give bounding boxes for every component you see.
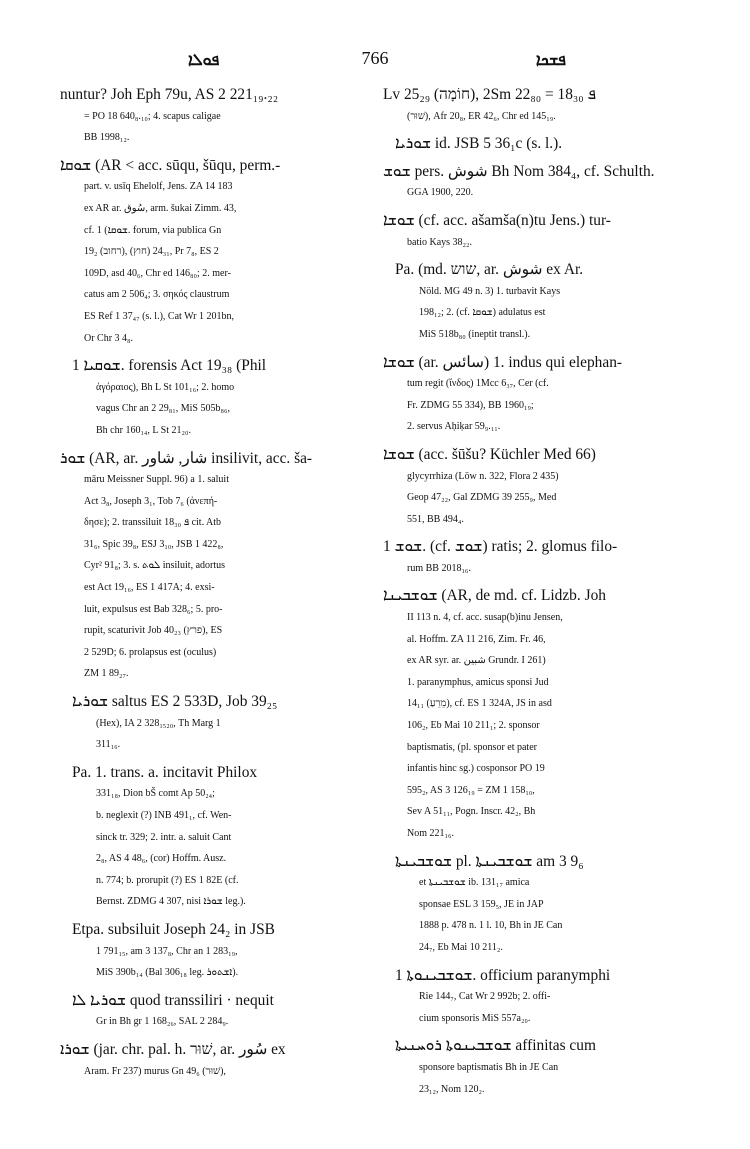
entry-line: rum BB 2018₁₆.	[407, 562, 471, 574]
dictionary-entry	[383, 352, 679, 438]
left-column	[60, 84, 360, 1082]
entry-line: infantis hinc sg.) cosponsor PO 19	[407, 763, 545, 775]
entry-line: Nom 221₁₆.	[407, 828, 454, 839]
entry-line: Cyr² 91₈; 3. s. ܠܘܬ insiluit, adortus	[84, 560, 226, 572]
entry-line: batio Kays 38₂₂.	[407, 236, 473, 248]
entry-line: ex AR ar. سُوق, arm. šukai Zimm. 43,	[84, 202, 237, 214]
entry-line: 19₂ (רחוב), 24₃₁ (חוץ), Pr 7₈, ES 2	[84, 246, 219, 258]
entry-line: Sev A 51₁₁, Pogn. Inscr. 42₂, Bh	[407, 806, 536, 818]
entry-line: n. 774; b. prorupit (?) ES 1 82E (cf.	[96, 874, 239, 886]
entry-line: 2₈, AS 4 48₆, (cor) Hoffm. Ausz.	[96, 853, 227, 865]
entry-line: II 113 n. 4, cf. acc. susap(b)inu Jensen,	[407, 612, 563, 624]
entry-line: ܫܘܩܝܐ 1. forensis Act 19₃₈ (Phil	[72, 357, 267, 375]
entry-line: ܫܘܫ pers. شوش Bh Nom 384₄, cf. Schulth.	[383, 162, 655, 180]
dictionary-entry	[383, 585, 679, 844]
entry-line: tum regit (ἴνδος) 1Mcc 6₃₇, Cer (cf.	[407, 378, 549, 390]
dictionary-entry	[383, 965, 679, 1030]
dictionary-entry	[60, 155, 360, 349]
entry-line: sponsore baptismatis Bh in JE Can	[419, 1061, 559, 1073]
entry-line: ܫܘܫܒܝܢܐ (AR, de md. cf. Lidzb. Joh	[383, 587, 606, 605]
entry-line: ܫܘܫܐ (ar. سائس) 1. indus qui elephan-	[383, 353, 623, 371]
entry-line: b. neglexit (?) INB 491₁, cf. Wen-	[96, 810, 232, 821]
running-head-left: ܦܘܠܐ	[188, 50, 220, 69]
entry-line: 24₇, Eb Mai 10 211₂.	[419, 941, 503, 953]
entry-line: luit, expulsus est Bab 328₆; 5. pro-	[84, 603, 223, 615]
dictionary-entry	[383, 161, 679, 204]
entry-line: ܫܘܪܝܐ saltus ES 2 533D, Job 39₂₅	[72, 693, 278, 711]
dictionary-entry	[60, 448, 360, 686]
entry-line: ܫܘܫ 1. (cf. ܫܘܫ) ratis; 2. glomus filo-	[383, 538, 618, 556]
entry-line: GGA 1900, 220.	[407, 187, 474, 199]
entry-line: al. Hoffm. ZA 11 216, Zim. Fr. 46,	[407, 633, 546, 645]
entry-line: Lv 25₂₉ (חוֹמָה), 2Sm 22₈₀ = ܦ 18₃₀	[383, 86, 596, 103]
entry-line: Rie 144₇, Cat Wr 2 992b; 2. offi-	[419, 991, 551, 1003]
entry-line: sponsae ESL 3 159₅, JE in JAP	[419, 898, 544, 910]
entry-line: nuntur? Joh Eph 79u, AS 2 221₁₉.₂₂	[60, 86, 279, 103]
entry-line: baptismatis, (pl. sponsor et pater	[407, 741, 537, 753]
entry-line: ܫܘܪ (AR, ar. شار, شاور insilivit, acc. ša-	[60, 449, 313, 467]
entry-line: Or Chr 3 4₈.	[84, 332, 134, 344]
entry-line: BB 1998₁₂.	[84, 132, 130, 144]
entry-line: = PO 18 640₈.₁₀; 4. scapus caligae	[84, 110, 221, 122]
dictionary-entry	[383, 133, 679, 155]
entry-line: 311₁₆.	[96, 739, 121, 751]
entry-line: Act 3₈, Joseph 3₁, Tob 7₆ (ἀνεπή-	[84, 495, 218, 507]
dictionary-entry	[60, 691, 360, 756]
page-header	[60, 48, 690, 72]
running-head-right: ܦܫܟܐ	[535, 50, 566, 69]
dictionary-entry	[383, 259, 679, 345]
entry-line: cium sponsoris MiS 557a₂₀.	[419, 1012, 531, 1024]
entry-line: part. v. usīq Ehelolf, Jens. ZA 14 183	[84, 181, 233, 193]
entry-line: 331₁₈, Dion bŠ comt Ap 50₂₄;	[96, 788, 215, 800]
entry-line: ܫܘܫܐ (acc. šūšu? Küchler Med 66)	[383, 445, 596, 463]
entry-line: MiS 390b₁₄ (Bal 306₁₈ leg. ܐܫܬܘܪ).	[96, 967, 239, 979]
entry-line: δησε); 2. transsiluit ܦ 18₃₀ cit. Atb	[84, 517, 222, 529]
entry-line: ܫܘܪܝܐ ܠܐ quod transsiliri · nequit	[72, 991, 274, 1009]
entry-line: Bh chr 160₁₄, L St 21₂₀.	[96, 424, 191, 436]
entry-line: ܫܘܫܒܝܢܬܐ pl. ܫܘܫܒܝܢܬܐ am 3 9₆	[395, 852, 584, 870]
dictionary-entry	[60, 919, 360, 984]
entry-line: 14₁₁ (מֵרֵעַ), cf. ES 1 324A, JS in asd	[407, 698, 552, 710]
entry-line: cf. ܫܘܩܐ) 1. forum, via publica Gn	[84, 224, 222, 236]
entry-line: est Act 19₁₆, ES 1 417A; 4. exsi-	[84, 582, 215, 594]
entry-line: et ܫܘܫܒܝܢܬܐ ib. 131₁₇ amica	[419, 877, 530, 889]
entry-line: 2 529D; 6. prolapsus est (oculus)	[84, 646, 217, 658]
entry-line: Fr. ZDMG 55 334), BB 1960₁₉;	[407, 399, 534, 411]
entry-line: ܫܘܫܐ (cf. acc. ašamša(n)tu Jens.) tur-	[383, 211, 611, 229]
entry-line: Etpa. subsiluit Joseph 24₂ in JSB	[72, 920, 275, 938]
entry-line: 1888 p. 478 n. 1 l. 10, Bh in JE Can	[419, 920, 563, 932]
entry-line: Nöld. MG 49 n. 3) 1. turbavit Kays	[419, 285, 561, 297]
entry-line: Geop 47₂₂, Gal ZDMG 39 255₉, Med	[407, 492, 557, 504]
dictionary-entry	[383, 1035, 679, 1100]
entry-line: 109D, asd 40₆, Chr ed 146₈₀; 2. mer-	[84, 267, 231, 279]
dictionary-entry	[383, 210, 679, 253]
entry-line: MiS 518b₈₀ (ineptit transl.).	[419, 328, 531, 340]
entry-line: ܫܘܪܐ (jar. chr. pal. h. שׁוּר, ar. سُور ex	[60, 1040, 286, 1058]
entry-line: sinck tr. 329; 2. intr. a. saluit Cant	[96, 831, 232, 843]
entry-line: (Hex), IA 2 328₁₅₂₀, Th Marg 1	[96, 717, 221, 729]
entry-line: 2. servus Aḥiḳar 59₉.₁₁.	[407, 421, 501, 433]
entry-line: ἀγόραιος), Bh L St 101₁₆; 2. homo	[96, 381, 235, 393]
entry-line: 31₆, Spic 39₈, ESJ 3₁₀, JSB 1 422₈,	[84, 538, 224, 550]
dictionary-entry	[60, 990, 360, 1033]
dictionary-entry	[60, 1039, 360, 1082]
dictionary-entry	[60, 355, 360, 441]
entry-line: Pa. (md. שוש, ar. شوش ex Ar.	[395, 261, 584, 279]
page-number: 766	[361, 48, 389, 68]
entry-line: glycyrrhiza (Löw n. 322, Flora 2 435)	[407, 470, 559, 482]
entry-line: (שׁוּר), Afr 20₈, ER 42₆, Chr ed 145₁₉.	[407, 110, 556, 122]
dictionary-entry	[383, 851, 679, 959]
entry-line: ES Ref 1 37₄₇ (s. l.), Cat Wr 1 201bn,	[84, 310, 234, 322]
entry-line: 595₂, AS 3 126₁₉ = ZM 1 158₁₀,	[407, 784, 535, 796]
entry-line: ex AR syr. ar. شبين Grundr. I 261)	[407, 655, 546, 667]
dictionary-entry	[383, 444, 679, 530]
entry-line: ܫܘܪܝܐ id. JSB 5 36₁c (s. l.).	[395, 135, 563, 153]
entry-line: ZM 1 89₂₇.	[84, 668, 129, 680]
entry-line: Gr in Bh gr 1 168₂₆, SAL 2 284₉.	[96, 1016, 229, 1028]
entry-line: Bernst. ZDMG 4 307, nisi ܫܘܪܐ leg.).	[96, 896, 246, 908]
entry-line: māru Meissner Suppl. 96) a 1. saluit	[84, 474, 229, 486]
entry-line: ܫܘܩܐ (AR < acc. sūqu, šūqu, perm.-	[60, 156, 281, 174]
entry-line: 1 791₁₅, am 3 137₈, Chr an 1 283₁₉,	[96, 945, 238, 957]
entry-line: ܫܘܫܒܝܢܘܬܐ 1. officium paranymphi	[395, 966, 611, 984]
dictionary-entry	[383, 536, 679, 579]
entry-line: 551, BB 494₄.	[407, 513, 464, 525]
entry-line: vagus Chr an 2 29₈₁, MiS 505b₈₆,	[96, 403, 230, 415]
entry-line: rupit, scaturivit Job 40₂₃ (פרץ), ES	[84, 625, 223, 637]
entry-line: catus am 2 506₄; 3. σηκός claustrum	[84, 289, 230, 301]
right-column	[383, 84, 679, 1100]
dictionary-entry	[60, 762, 360, 913]
dictionary-entry	[60, 84, 360, 149]
entry-line: 23₁₂, Nom 120₂.	[419, 1083, 485, 1095]
entry-line: ܫܘܫܒܝܢܘܬܐ ܪܘܚܢܝܬܐ affinitas cum	[395, 1037, 596, 1055]
dictionary-entry	[383, 84, 679, 127]
entry-line: Pa. 1. trans. a. incitavit Philox	[72, 763, 258, 781]
entry-line: 1. paranymphus, amicus sponsi Jud	[407, 676, 549, 688]
entry-line: 198₁₂; 2. (cf. ܫܘܩܐ) adulatus est	[419, 307, 546, 319]
entry-line: 106₂, Eb Mai 10 211₁; 2. sponsor	[407, 720, 540, 732]
entry-line: Aram. Fr 237) murus Gn 49₆ (שׁוּר),	[84, 1065, 226, 1077]
